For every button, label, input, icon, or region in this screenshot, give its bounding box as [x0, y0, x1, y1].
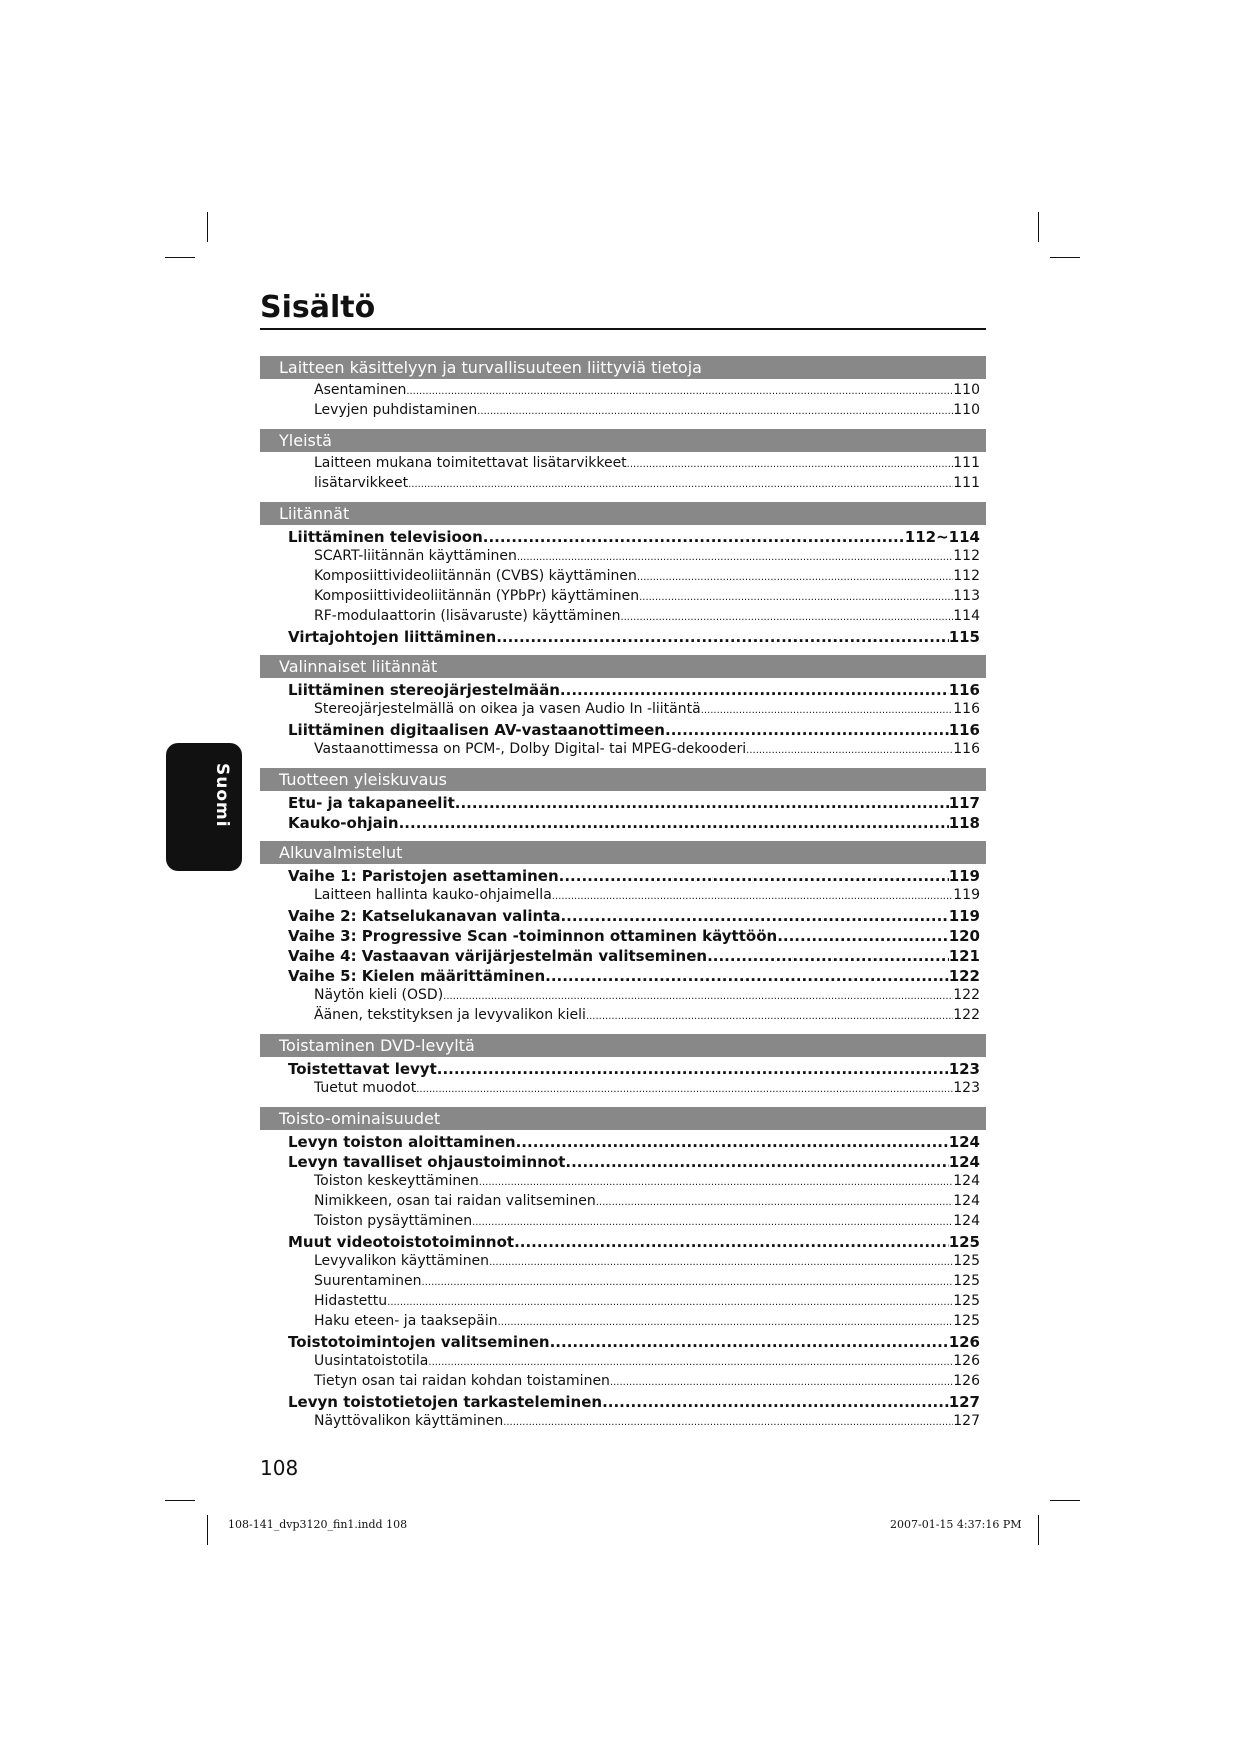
toc-page-number: 110: [953, 402, 980, 418]
toc-entry-main: [260, 720, 986, 740]
toc-page-number: 127: [953, 1413, 980, 1429]
toc-page-number: 117: [948, 794, 980, 812]
toc-entry-main: [260, 946, 986, 966]
crop-mark: [1050, 257, 1080, 258]
dot-leader: [428, 1353, 953, 1372]
toc-entry-main: [260, 866, 986, 886]
toc-entry-main: [260, 1232, 986, 1252]
dot-leader: [665, 720, 949, 740]
toc-entry-text: Vaihe 2: Katselukanavan valinta: [288, 907, 561, 925]
toc-entry-text: Muut videotoistotoiminnot: [288, 1233, 515, 1251]
toc-entry-text: Vaihe 4: Vastaavan värijärjestelmän valitseminen: [288, 947, 708, 965]
dot-leader: [443, 987, 953, 1006]
toc-page-number: 118: [948, 814, 980, 832]
toc-entry-text: lisätarvikkeet: [314, 475, 409, 491]
dot-leader: [639, 588, 953, 607]
dot-leader: [701, 701, 954, 720]
toc-entry-text: Toistettavat levyt: [288, 1060, 437, 1078]
toc-entry-text: Uusintatoistotila: [314, 1353, 429, 1369]
dot-leader: [489, 1253, 953, 1272]
toc-entry-text: Suurentaminen: [314, 1273, 422, 1289]
toc-page-number: 119: [953, 887, 980, 903]
toc-page-number: 112: [953, 548, 980, 564]
dot-leader: [503, 1413, 953, 1432]
crop-mark: [165, 1500, 195, 1501]
toc-page-number: 114: [953, 608, 980, 624]
toc-entry-text: Vaihe 1: Paristojen asettaminen: [288, 867, 559, 885]
toc-entry-sub: [260, 1006, 986, 1026]
toc-entry-sub: [260, 567, 986, 587]
toc-entry-text: Asentaminen: [314, 382, 407, 398]
toc-entry-sub: [260, 607, 986, 627]
dot-leader: [777, 926, 948, 946]
toc-entry-text: Nimikkeen, osan tai raidan valitseminen: [314, 1193, 596, 1209]
toc-page-number: 119: [948, 907, 980, 925]
dot-leader: [560, 906, 948, 926]
toc-entry-sub: [260, 700, 986, 720]
dot-leader: [602, 1392, 949, 1412]
toc-page-number: 124: [953, 1173, 980, 1189]
toc-page-number: 124: [953, 1193, 980, 1209]
toc-entry-text: SCART-liitännän käyttäminen: [314, 548, 517, 564]
toc-entry-main: [260, 680, 986, 700]
print-slug-file: 108-141_dvp3120_fin1.indd 108: [228, 1518, 408, 1531]
toc-entry-text: Laitteen mukana toimitettavat lisätarvikkeet: [314, 455, 627, 471]
section-heading: Alkuvalmistelut: [260, 841, 986, 864]
dot-leader: [406, 382, 953, 401]
toc-entry-sub: [260, 1352, 986, 1372]
page-number: 108: [260, 1456, 299, 1480]
dot-leader: [707, 946, 949, 966]
dot-leader: [437, 1059, 949, 1079]
dot-leader: [746, 741, 953, 760]
toc-page-number: 126: [948, 1333, 980, 1351]
toc-entry-text: Etu- ja takapaneelit: [288, 794, 455, 812]
toc-page-number: 116: [953, 741, 980, 757]
toc-entry-main: [260, 1152, 986, 1172]
section-heading: Laitteen käsittelyyn ja turvallisuuteen liittyviä tietoja: [260, 356, 986, 379]
toc-entry-sub: [260, 454, 986, 474]
crop-mark: [165, 257, 195, 258]
toc-page-number: 115: [948, 628, 980, 646]
dot-leader: [552, 887, 953, 906]
dot-leader: [610, 1373, 953, 1392]
toc-entry-text: Toistotoimintojen valitseminen: [288, 1333, 550, 1351]
toc-entry-text: Liittäminen televisioon: [288, 528, 483, 546]
toc-entry-sub: [260, 986, 986, 1006]
page-title: Sisältö: [260, 290, 376, 325]
crop-mark: [1038, 212, 1039, 242]
toc-entry-main: [260, 527, 986, 547]
toc-entry-sub: [260, 401, 986, 421]
toc-entry-main: [260, 1392, 986, 1412]
toc-entry-sub: [260, 1252, 986, 1272]
toc-entry-text: Vaihe 3: Progressive Scan -toiminnon ottaminen käyttöön: [288, 927, 778, 945]
toc-section: [260, 1107, 986, 1432]
dot-leader: [565, 1152, 948, 1172]
toc-page-number: 124: [953, 1213, 980, 1229]
toc-page-number: 125: [953, 1273, 980, 1289]
toc-page-number: 122: [953, 987, 980, 1003]
toc-entry-sub: [260, 381, 986, 401]
toc-page-number: 110: [953, 382, 980, 398]
toc-entry-sub: [260, 1292, 986, 1312]
dot-leader: [387, 1293, 953, 1312]
toc-entry-text: Näytön kieli (OSD): [314, 987, 444, 1003]
dot-leader: [422, 1273, 954, 1292]
dot-leader: [627, 455, 954, 474]
toc-page-number: 125: [953, 1293, 980, 1309]
toc-entry-text: Vaihe 5: Kielen määrittäminen: [288, 967, 546, 985]
toc-entry-main: [260, 906, 986, 926]
toc-entry-text: Vastaanottimessa on PCM-, Dolby Digital- tai MPEG-dekooderi: [314, 741, 747, 757]
toc-page-number: 124: [948, 1133, 980, 1151]
toc-entry-text: Toiston pysäyttäminen: [314, 1213, 473, 1229]
title-rule: [260, 328, 986, 330]
toc-page-number: 125: [948, 1233, 980, 1251]
toc-page-number: 111: [953, 475, 980, 491]
toc-section: [260, 502, 986, 647]
dot-leader: [620, 608, 953, 627]
toc-entry-sub: [260, 1412, 986, 1432]
dot-leader: [479, 1173, 953, 1192]
toc-entry-text: Kauko-ohjain: [288, 814, 399, 832]
toc-entry-text: Laitteen hallinta kauko-ohjaimella: [314, 887, 552, 903]
toc-page-number: 126: [953, 1373, 980, 1389]
toc-entry-main: [260, 926, 986, 946]
section-heading: Toistaminen DVD-levyltä: [260, 1034, 986, 1057]
toc-page-number: 113: [953, 588, 980, 604]
toc-entry-text: Tietyn osan tai raidan kohdan toistaminen: [314, 1373, 610, 1389]
dot-leader: [545, 966, 949, 986]
dot-leader: [472, 1213, 953, 1232]
toc-page-number: 122: [948, 967, 980, 985]
toc-section: [260, 429, 986, 494]
toc-entry-sub: [260, 1372, 986, 1392]
toc-entry-sub: [260, 547, 986, 567]
toc-page-number: 125: [953, 1253, 980, 1269]
toc-entry-text: Levyjen puhdistaminen: [314, 402, 478, 418]
toc-entry-sub: [260, 1079, 986, 1099]
dot-leader: [559, 866, 949, 886]
toc-entry-main: [260, 1332, 986, 1352]
language-side-tab: [166, 743, 242, 871]
toc-entry-text: Liittäminen digitaalisen AV-vastaanottimeen: [288, 721, 665, 739]
toc-entry-main: [260, 813, 986, 833]
toc-section: [260, 841, 986, 1026]
dot-leader: [596, 1193, 954, 1212]
section-heading: Liitännät: [260, 502, 986, 525]
dot-leader: [416, 1080, 953, 1099]
dot-leader: [483, 527, 905, 547]
toc-entry-text: Näyttövalikon käyttäminen: [314, 1413, 504, 1429]
crop-mark: [207, 1515, 208, 1545]
toc-entry-main: [260, 1059, 986, 1079]
toc-entry-sub: [260, 740, 986, 760]
toc-entry-sub: [260, 1192, 986, 1212]
toc-page-number: 112: [953, 568, 980, 584]
toc-entry-text: Komposiittivideoliitännän (CVBS) käyttäminen: [314, 568, 637, 584]
toc-entry-text: Hidastettu: [314, 1293, 388, 1309]
toc-page-number: 126: [953, 1353, 980, 1369]
crop-mark: [207, 212, 208, 242]
toc-entry-sub: [260, 1172, 986, 1192]
toc-entry-text: Tuetut muodot: [314, 1080, 417, 1096]
dot-leader: [560, 680, 949, 700]
dot-leader: [498, 1313, 954, 1332]
toc-entry-main: [260, 1132, 986, 1152]
dot-leader: [455, 793, 949, 813]
toc-entry-text: RF-modulaattorin (lisävaruste) käyttäminen: [314, 608, 621, 624]
toc-entry-sub: [260, 1272, 986, 1292]
toc-entry-text: Haku eteen- ja taaksepäin: [314, 1313, 498, 1329]
dot-leader: [477, 402, 953, 421]
toc-entry-text: Stereojärjestelmällä on oikea ja vasen Audio In -liitäntä: [314, 701, 701, 717]
toc-entry-main: [260, 966, 986, 986]
toc-entry-text: Virtajohtojen liittäminen: [288, 628, 497, 646]
toc-entry-text: Levyn toiston aloittaminen: [288, 1133, 516, 1151]
toc-entry-text: Komposiittivideoliitännän (YPbPr) käyttäminen: [314, 588, 640, 604]
toc-page-number: 121: [948, 947, 980, 965]
toc-entry-text: Levyvalikon käyttäminen: [314, 1253, 490, 1269]
toc-page-number: 127: [948, 1393, 980, 1411]
dot-leader: [516, 1132, 949, 1152]
toc-section: [260, 356, 986, 421]
dot-leader: [550, 1332, 949, 1352]
toc-entry-text: Levyn tavalliset ohjaustoiminnot: [288, 1153, 566, 1171]
dot-leader: [637, 568, 953, 587]
section-heading: Tuotteen yleiskuvaus: [260, 768, 986, 791]
toc-entry-main: [260, 793, 986, 813]
toc-page-number: 122: [953, 1007, 980, 1023]
section-heading: Yleistä: [260, 429, 986, 452]
toc-page-number: 125: [953, 1313, 980, 1329]
dot-leader: [496, 627, 949, 647]
section-heading: Toisto-ominaisuudet: [260, 1107, 986, 1130]
toc-entry-sub: [260, 587, 986, 607]
dot-leader: [408, 475, 953, 494]
toc-entry-text: Toiston keskeyttäminen: [314, 1173, 479, 1189]
toc-page-number: 123: [948, 1060, 980, 1078]
toc-entry-sub: [260, 886, 986, 906]
toc-page-number: 116: [948, 681, 980, 699]
toc-entry-text: Levyn toistotietojen tarkasteleminen: [288, 1393, 603, 1411]
toc-page-number: 123: [953, 1080, 980, 1096]
section-heading: Valinnaiset liitännät: [260, 655, 986, 678]
toc-entry-text: Äänen, tekstityksen ja levyvalikon kieli: [314, 1007, 586, 1023]
dot-leader: [399, 813, 949, 833]
toc-page-number: 116: [948, 721, 980, 739]
toc-page-number: 119: [948, 867, 980, 885]
table-of-contents: [260, 356, 986, 1440]
dot-leader: [514, 1232, 949, 1252]
dot-leader: [517, 548, 953, 567]
toc-entry-sub: [260, 1312, 986, 1332]
print-slug-timestamp: 2007-01-15 4:37:16 PM: [890, 1518, 1022, 1531]
crop-mark: [1038, 1515, 1039, 1545]
toc-section: [260, 655, 986, 760]
toc-page-number: 120: [948, 927, 980, 945]
toc-page-number: 112~114: [904, 528, 980, 546]
toc-page-number: 111: [953, 455, 980, 471]
toc-section: [260, 1034, 986, 1099]
toc-entry-main: [260, 627, 986, 647]
toc-page-number: 116: [953, 701, 980, 717]
toc-page-number: 124: [948, 1153, 980, 1171]
toc-section: [260, 768, 986, 833]
language-tab-label: Suomi: [212, 763, 232, 828]
toc-entry-text: Liittäminen stereojärjestelmään: [288, 681, 560, 699]
toc-entry-sub: [260, 1212, 986, 1232]
crop-mark: [1050, 1500, 1080, 1501]
toc-entry-sub: [260, 474, 986, 494]
dot-leader: [586, 1007, 953, 1026]
